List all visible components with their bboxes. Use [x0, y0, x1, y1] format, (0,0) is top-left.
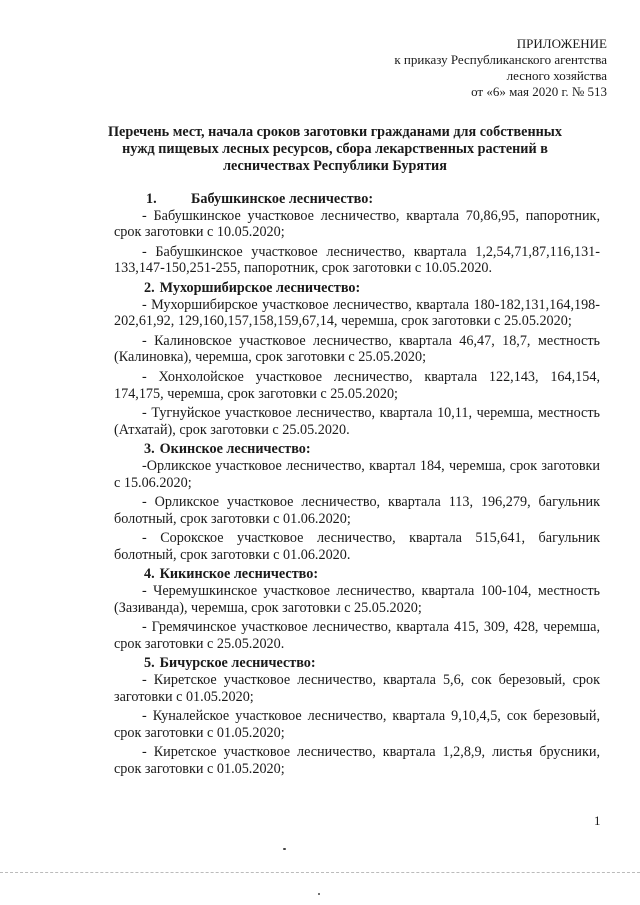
section-heading — [114, 566, 600, 583]
section-number: 4. — [144, 566, 155, 583]
list-item: - Киретское участковое лесничество, квартала 1,2,8,9, листья брусники, срок заготовки с 01.05.2020; — [114, 744, 600, 777]
section-title: Бичурское лесничество: — [159, 655, 316, 672]
list-item: - Бабушкинское участковое лесничество, квартала 70,86,95, папоротник, срок заготовки с 10.05.2020; — [114, 207, 600, 241]
appendix-agency-line: лесного хозяйства — [506, 68, 607, 83]
document-body — [114, 191, 600, 781]
section-kikinskoe — [114, 566, 600, 652]
appendix-date-line: от «6» мая 2020 г. № 513 — [471, 84, 607, 99]
section-babushkinskoe — [114, 191, 600, 277]
title-line-2: нужд пищевых лесных ресурсов, сбора лекарственных растений в — [122, 141, 548, 157]
scan-speck — [318, 893, 320, 895]
list-item: - Сорокское участковое лесничество, квартала 515,641, багульник болотный, срок заготовки с 01.06.2020. — [114, 530, 600, 563]
list-item: - Бабушкинское участковое лесничество, квартала 1,2,54,71,87,116,131-133,147-150,251-255, папоротник, срок заготовки с 10.05.2020. — [114, 243, 600, 277]
appendix-title: ПРИЛОЖЕНИЕ — [516, 36, 607, 51]
section-number: 3. — [144, 441, 155, 458]
list-item: - Черемушкинское участковое лесничество, квартала 100-104, местность (Зазиванда), черемша, срок заготовки с 25.05.2020; — [114, 583, 600, 616]
list-item: - Мухоршибирское участковое лесничество, квартала 180-182,131,164,198-202,61,92, 129,160,157,158,159,67,14, черемша, срок заготовки с 25.05.2020; — [114, 296, 600, 330]
appendix-header — [357, 36, 607, 100]
section-title: Кикинское лесничество: — [159, 566, 319, 583]
title-line-1: Перечень мест, начала сроков заготовки гражданами для собственных — [108, 124, 562, 140]
section-title: Мухоршибирское лесничество: — [159, 279, 361, 296]
list-item: - Гремячинское участковое лесничество, квартала 415, 309, 428, черемша, срок заготовки с 25.05.2020. — [114, 619, 600, 652]
section-okinskoe — [114, 441, 600, 563]
section-number: 5. — [144, 655, 155, 672]
list-item: - Тугнуйское участковое лесничество, квартала 10,11, черемша, местность (Атхатай), срок заготовки с 25.05.2020. — [114, 405, 600, 438]
scan-artifact-line — [0, 872, 640, 874]
list-item: - Куналейское участковое лесничество, квартала 9,10,4,5, сок березовый, срок заготовки с 01.05.2020; — [114, 708, 600, 741]
section-heading — [114, 441, 600, 458]
scan-speck — [283, 848, 286, 850]
list-item: - Киретское участковое лесничество, квартала 5,6, сок березовый, срок заготовки с 01.05.2020; — [114, 672, 600, 705]
section-title: Бабушкинское лесничество: — [191, 191, 374, 207]
section-number: 2. — [144, 279, 155, 296]
section-heading — [114, 280, 600, 297]
page-number: 1 — [594, 813, 601, 828]
section-number: 1. — [146, 191, 157, 207]
document-title — [100, 124, 570, 175]
list-item: - Хонхолойское участковое лесничество, квартала 122,143, 164,154, 174,175, черемша, срок заготовки с 25.05.2020; — [114, 368, 600, 402]
title-line-3: лесничествах Республики Бурятия — [223, 158, 447, 174]
section-bichurskoe — [114, 655, 600, 777]
section-title: Окинское лесничество: — [159, 441, 311, 458]
list-item: - Калиновское участковое лесничество, квартала 46,47, 18,7, местность (Калиновка), черемша, срок заготовки с 25.05.2020; — [114, 332, 600, 366]
list-item: -Орликское участковое лесничество, квартал 184, черемша, срок заготовки с 15.06.2020; — [114, 457, 600, 491]
appendix-order-line: к приказу Республиканского агентства — [394, 52, 607, 67]
section-heading — [114, 655, 600, 672]
section-mukhorshibirskoe — [114, 280, 600, 438]
list-item: - Орликское участковое лесничество, квартала 113, 196,279, багульник болотный, срок заготовки с 01.06.2020; — [114, 494, 600, 527]
section-heading — [114, 191, 600, 208]
